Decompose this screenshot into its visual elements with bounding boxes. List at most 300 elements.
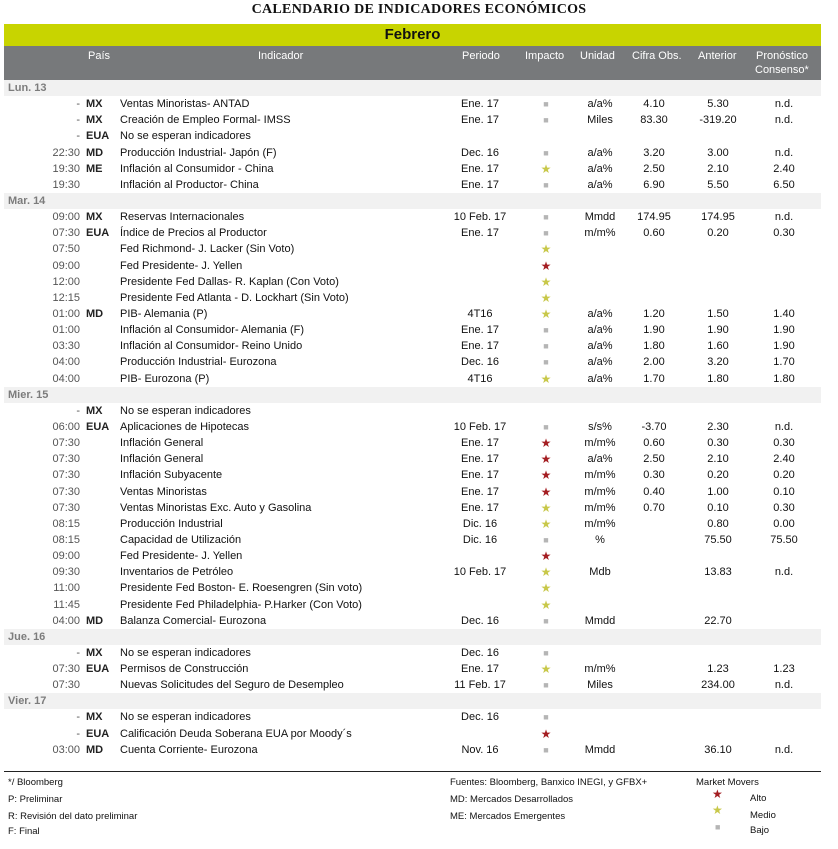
table-row (4, 225, 821, 241)
row-time: 07:50 (52, 243, 80, 256)
row-period: Ene. 17 (461, 437, 499, 450)
row-indicator: Fed Richmond- J. Lacker (Sin Voto) (120, 243, 295, 256)
star-icon: ★ (540, 258, 552, 273)
header-anterior: Anterior (698, 50, 737, 62)
square-icon: ■ (715, 822, 721, 832)
day-label: Jue. 16 (8, 630, 46, 643)
table-row (4, 564, 821, 580)
header-indicador: Indicador (258, 50, 304, 62)
row-time: 07:30 (52, 679, 80, 692)
square-icon: ■ (543, 179, 549, 190)
row-time: 19:30 (52, 162, 80, 175)
row-period: Ene. 17 (461, 501, 499, 514)
row-indicator: Producción Industrial- Eurozona (120, 356, 277, 369)
legend-label-medio: Medio (750, 810, 776, 821)
row-previous: 0.80 (707, 517, 729, 530)
row-previous: 0.20 (707, 227, 729, 240)
row-indicator: Fed Presidente- J. Yellen (120, 550, 243, 563)
row-forecast: 1.23 (773, 663, 795, 676)
row-forecast: 6.50 (773, 178, 795, 191)
row-unit: % (595, 533, 605, 546)
row-country: MD (86, 743, 104, 756)
square-icon: ■ (543, 115, 549, 126)
star-icon: ★ (540, 452, 552, 467)
table-row (4, 661, 821, 677)
row-period: 11 Feb. 17 (454, 679, 506, 692)
row-previous: 3.00 (707, 146, 729, 159)
table-row (4, 597, 821, 613)
row-indicator: Inflación Subyacente (120, 469, 223, 482)
day-separator (4, 629, 821, 645)
row-indicator: Índice de Precios al Productor (120, 227, 267, 240)
row-forecast: n.d. (774, 420, 794, 433)
table-row (4, 161, 821, 177)
table-row (4, 645, 821, 661)
row-forecast: 0.10 (773, 485, 795, 498)
row-forecast: 1.70 (773, 356, 795, 369)
header-cifra-obs: Cifra Obs. (632, 50, 682, 62)
row-forecast: 1.40 (773, 307, 795, 320)
row-previous: 0.20 (707, 469, 729, 482)
row-previous: 2.30 (707, 420, 729, 433)
row-observed: 1.90 (643, 324, 665, 337)
row-time: 11:00 (53, 582, 80, 595)
table-row (4, 322, 821, 338)
row-previous: 0.30 (707, 437, 729, 450)
row-indicator: Permisos de Construcción (120, 663, 249, 676)
row-period: Ene. 17 (461, 162, 499, 175)
table-row (4, 467, 821, 483)
star-icon: ★ (540, 662, 552, 677)
row-indicator: Aplicaciones de Hipotecas (120, 420, 250, 433)
table-row (4, 613, 821, 629)
header-pais: País (88, 50, 111, 62)
row-previous: 2.10 (707, 453, 729, 466)
star-icon: ★ (540, 290, 552, 305)
row-country: EUA (86, 227, 110, 240)
row-observed: 1.70 (643, 372, 665, 385)
header-consenso: Consenso* (755, 64, 809, 76)
row-observed: 1.20 (643, 307, 665, 320)
row-unit: Mmdd (584, 211, 616, 224)
legend-title: Market Movers (696, 777, 759, 788)
row-unit: a/a% (587, 307, 613, 320)
sources-note: Fuentes: Bloomberg, Banxico INEGI, y GFBX+ (450, 777, 648, 788)
row-observed: 0.60 (643, 437, 665, 450)
star-icon: ★ (540, 726, 552, 741)
row-observed: 2.50 (643, 162, 665, 175)
row-unit: Mmdd (584, 743, 616, 756)
row-country: MD (86, 614, 104, 627)
row-time: 04:00 (52, 356, 80, 369)
footnote: MD: Mercados Desarrollados (450, 794, 574, 805)
row-observed: -3.70 (641, 420, 667, 433)
table-row (4, 371, 821, 387)
square-icon: ■ (543, 228, 549, 239)
row-forecast: n.d. (774, 98, 794, 111)
row-time: - (76, 114, 80, 127)
row-period: Ene. 17 (461, 340, 499, 353)
star-icon: ★ (540, 500, 552, 515)
row-time: 07:30 (52, 485, 80, 498)
row-indicator: Ventas Minoristas- ANTAD (120, 98, 250, 111)
table-row (4, 258, 821, 274)
row-indicator: Ventas Minoristas Exc. Auto y Gasolina (120, 501, 312, 514)
row-country: MX (86, 114, 103, 127)
row-time: 09:00 (52, 550, 80, 563)
table-row (4, 580, 821, 596)
row-time: 07:30 (52, 437, 80, 450)
footnote: F: Final (8, 826, 40, 837)
footnote: ME: Mercados Emergentes (450, 811, 566, 822)
row-forecast: 0.20 (773, 469, 795, 482)
table-row (4, 96, 821, 112)
star-icon: ★ (540, 565, 552, 580)
row-time: 01:00 (52, 307, 80, 320)
row-period: Dec. 16 (461, 646, 499, 659)
table-row (4, 274, 821, 290)
table-row (4, 241, 821, 257)
row-period: Dec. 16 (461, 146, 499, 159)
row-indicator: PIB- Eurozona (P) (120, 372, 210, 385)
row-previous: 22.70 (704, 614, 732, 627)
row-previous: 1.60 (707, 340, 729, 353)
row-previous: 1.00 (707, 485, 729, 498)
star-icon: ★ (540, 371, 552, 386)
star-icon: ★ (540, 581, 552, 596)
table-row (4, 354, 821, 370)
table-row (4, 403, 821, 419)
square-icon: ■ (543, 615, 549, 626)
table-row (4, 726, 821, 742)
row-forecast: 0.30 (773, 227, 795, 240)
row-time: 07:30 (52, 227, 80, 240)
row-observed: 1.80 (643, 340, 665, 353)
row-forecast: 1.80 (773, 372, 795, 385)
row-country: MX (86, 646, 103, 659)
star-icon: ★ (712, 803, 723, 817)
row-observed: 2.00 (643, 356, 665, 369)
row-previous: 234.00 (701, 679, 735, 692)
row-period: Dec. 16 (461, 711, 499, 724)
row-unit: Miles (587, 114, 613, 127)
row-indicator: No se esperan indicadores (120, 404, 251, 417)
row-indicator: Inflación al Productor- China (120, 178, 259, 191)
row-period: 4T16 (467, 307, 493, 320)
row-previous: 1.23 (707, 663, 729, 676)
row-indicator: No se esperan indicadores (120, 646, 251, 659)
row-time: - (76, 711, 80, 724)
table-row (4, 128, 821, 144)
row-unit: m/m% (584, 517, 616, 530)
table-row (4, 112, 821, 128)
row-observed: 174.95 (637, 211, 671, 224)
row-previous: 0.10 (707, 501, 729, 514)
table-row (4, 451, 821, 467)
row-previous: -319.20 (699, 114, 737, 127)
table-row (4, 209, 821, 225)
row-unit: m/m% (584, 663, 616, 676)
star-icon: ★ (540, 484, 552, 499)
row-observed: 2.50 (643, 453, 665, 466)
row-time: 08:15 (52, 517, 80, 530)
row-indicator: Nuevas Solicitudes del Seguro de Desempleo (120, 679, 344, 692)
row-country: EUA (86, 420, 110, 433)
row-unit: Miles (587, 679, 613, 692)
row-forecast: 75.50 (770, 533, 798, 546)
row-forecast: n.d. (774, 114, 794, 127)
row-forecast: n.d. (774, 743, 794, 756)
day-label: Mar. 14 (8, 194, 46, 207)
table-row (4, 145, 821, 161)
report-title: CALENDARIO DE INDICADORES ECONÓMICOS (251, 2, 587, 17)
row-time: 09:00 (52, 259, 80, 272)
row-forecast: 2.40 (773, 453, 795, 466)
square-icon: ■ (543, 712, 549, 723)
table-row (4, 742, 821, 758)
row-unit: a/a% (587, 324, 613, 337)
row-indicator: Reservas Internacionales (120, 211, 245, 224)
row-period: Nov. 16 (461, 743, 499, 756)
row-time: 19:30 (52, 178, 80, 191)
star-icon: ★ (540, 549, 552, 564)
row-period: Ene. 17 (461, 324, 499, 337)
day-label: Mier. 15 (8, 388, 49, 401)
table-row (4, 419, 821, 435)
row-country: ME (86, 162, 103, 175)
indicator-table (4, 80, 821, 758)
row-time: 04:00 (52, 614, 80, 627)
row-indicator: Inflación al Consumidor - China (120, 162, 274, 175)
header-impacto: Impacto (525, 50, 565, 62)
row-time: 07:30 (52, 663, 80, 676)
row-previous: 1.80 (707, 372, 729, 385)
row-unit: a/a% (587, 146, 613, 159)
row-forecast: 0.30 (773, 501, 795, 514)
row-forecast: 1.90 (773, 340, 795, 353)
row-period: Ene. 17 (461, 485, 499, 498)
row-country: MD (86, 146, 104, 159)
row-period: Ene. 17 (461, 178, 499, 191)
row-time: 22:30 (52, 146, 80, 159)
row-country: MD (86, 307, 104, 320)
row-indicator: Fed Presidente- J. Yellen (120, 259, 243, 272)
row-period: 10 Feb. 17 (453, 420, 507, 433)
row-country: EUA (86, 727, 110, 740)
row-indicator: Inflación al Consumidor- Alemania (F) (120, 324, 305, 337)
square-icon: ■ (543, 212, 549, 223)
row-country: MX (86, 211, 103, 224)
row-period: Dic. 16 (462, 533, 498, 546)
row-indicator: Presidente Fed Dallas- R. Kaplan (Con Voto) (120, 275, 339, 288)
row-country: MX (86, 404, 103, 417)
row-time: 12:00 (52, 275, 80, 288)
row-unit: s/s% (588, 420, 612, 433)
row-period: Ene. 17 (461, 469, 499, 482)
row-period: Ene. 17 (461, 663, 499, 676)
row-country: EUA (86, 130, 110, 143)
table-row (4, 677, 821, 693)
row-time: - (76, 130, 80, 143)
row-observed: 0.70 (643, 501, 665, 514)
footnote: R: Revisión del dato preliminar (8, 811, 138, 822)
row-time: - (76, 404, 80, 417)
row-time: - (76, 646, 80, 659)
star-icon: ★ (540, 161, 552, 176)
row-indicator: Ventas Minoristas (120, 485, 207, 498)
row-unit: a/a% (587, 162, 613, 175)
row-time: 11:45 (53, 598, 80, 611)
square-icon: ■ (543, 680, 549, 691)
day-separator (4, 193, 821, 209)
footer-divider (4, 771, 821, 772)
row-forecast: 0.00 (773, 517, 795, 530)
table-header (4, 46, 821, 80)
footnote: */ Bloomberg (8, 777, 63, 788)
row-period: Ene. 17 (461, 453, 499, 466)
row-previous: 2.10 (707, 162, 729, 175)
table-row (4, 484, 821, 500)
row-indicator: Inventarios de Petróleo (120, 566, 234, 579)
row-forecast: 1.90 (773, 324, 795, 337)
row-country: MX (86, 98, 103, 111)
row-time: 04:00 (52, 372, 80, 385)
table-row (4, 290, 821, 306)
row-indicator: Cuenta Corriente- Eurozona (120, 743, 258, 756)
row-unit: Mmdd (584, 614, 616, 627)
row-forecast: 0.30 (773, 437, 795, 450)
day-separator (4, 693, 821, 709)
row-period: Ene. 17 (461, 114, 499, 127)
table-row (4, 516, 821, 532)
row-time: - (76, 727, 80, 740)
square-icon: ■ (543, 744, 549, 755)
row-forecast: n.d. (774, 566, 794, 579)
row-indicator: Presidente Fed Atlanta - D. Lockhart (Sin Voto) (120, 291, 349, 304)
star-icon: ★ (540, 468, 552, 483)
row-unit: Mdb (589, 566, 611, 579)
square-icon: ■ (543, 147, 549, 158)
row-previous: 5.30 (707, 98, 729, 111)
header-periodo: Periodo (462, 50, 500, 62)
table-row (4, 709, 821, 725)
row-country: MX (86, 711, 103, 724)
row-indicator: Calificación Deuda Soberana EUA por Moody´s (120, 727, 352, 740)
star-icon: ★ (540, 274, 552, 289)
header-unidad: Unidad (580, 50, 615, 62)
star-icon: ★ (712, 787, 723, 801)
row-period: 4T16 (467, 372, 493, 385)
star-icon: ★ (540, 436, 552, 451)
row-indicator: Inflación General (120, 453, 204, 466)
row-indicator: No se esperan indicadores (120, 130, 251, 143)
row-time: 08:15 (52, 533, 80, 546)
row-unit: m/m% (584, 227, 616, 240)
row-time: 07:30 (52, 453, 80, 466)
row-country: EUA (86, 663, 110, 676)
row-period: Dec. 16 (461, 356, 499, 369)
row-indicator: Producción Industrial- Japón (F) (120, 146, 277, 159)
footnote: P: Preliminar (8, 794, 63, 805)
table-row (4, 532, 821, 548)
table-row (4, 177, 821, 193)
header-pronostico: Pronóstico (756, 50, 808, 62)
row-unit: m/m% (584, 469, 616, 482)
row-period: Ene. 17 (461, 98, 499, 111)
row-indicator: No se esperan indicadores (120, 711, 251, 724)
row-unit: m/m% (584, 437, 616, 450)
row-observed: 0.60 (643, 227, 665, 240)
row-observed: 4.10 (643, 98, 665, 111)
row-time: 03:00 (52, 743, 80, 756)
row-observed: 83.30 (640, 114, 668, 127)
row-time: 07:30 (52, 469, 80, 482)
square-icon: ■ (543, 357, 549, 368)
row-indicator: Balanza Comercial- Eurozona (120, 614, 267, 627)
row-indicator: Creación de Empleo Formal- IMSS (120, 114, 291, 127)
table-row (4, 548, 821, 564)
row-period: Dec. 16 (461, 614, 499, 627)
row-previous: 36.10 (704, 743, 732, 756)
day-label: Lun. 13 (8, 82, 47, 94)
row-time: 09:00 (52, 211, 80, 224)
row-unit: a/a% (587, 453, 613, 466)
row-forecast: n.d. (774, 679, 794, 692)
row-period: 10 Feb. 17 (453, 566, 507, 579)
row-indicator: PIB- Alemania (P) (120, 307, 208, 320)
row-indicator: Capacidad de Utilización (120, 533, 242, 546)
day-separator (4, 387, 821, 403)
row-unit: a/a% (587, 98, 613, 111)
row-indicator: Producción Industrial (120, 517, 223, 530)
row-unit: a/a% (587, 340, 613, 353)
row-time: 09:30 (52, 566, 80, 579)
star-icon: ★ (540, 242, 552, 257)
day-label: Vier. 17 (8, 695, 47, 708)
row-time: - (76, 98, 80, 111)
row-observed: 3.20 (643, 146, 665, 159)
day-separator (4, 80, 821, 96)
row-previous: 5.50 (707, 178, 729, 191)
row-previous: 13.83 (704, 566, 732, 579)
table-row (4, 306, 821, 322)
row-unit: a/a% (587, 356, 613, 369)
star-icon: ★ (540, 306, 552, 321)
square-icon: ■ (543, 534, 549, 545)
row-unit: a/a% (587, 372, 613, 385)
square-icon: ■ (543, 647, 549, 658)
row-previous: 3.20 (707, 356, 729, 369)
square-icon: ■ (543, 421, 549, 432)
row-indicator: Inflación General (120, 437, 204, 450)
row-unit: a/a% (587, 178, 613, 191)
row-observed: 6.90 (643, 178, 665, 191)
month-band: Febrero (4, 24, 821, 46)
legend-label-bajo: Bajo (750, 825, 770, 836)
row-forecast: 2.40 (773, 162, 795, 175)
row-previous: 1.90 (707, 324, 729, 337)
row-period: Dic. 16 (462, 517, 498, 530)
row-observed: 0.30 (643, 469, 665, 482)
table-row (4, 500, 821, 516)
row-unit: m/m% (584, 485, 616, 498)
row-period: 10 Feb. 17 (453, 211, 507, 224)
star-icon: ★ (540, 597, 552, 612)
table-row (4, 338, 821, 354)
row-previous: 1.50 (707, 307, 729, 320)
row-time: 06:00 (52, 420, 80, 433)
table-row (4, 435, 821, 451)
